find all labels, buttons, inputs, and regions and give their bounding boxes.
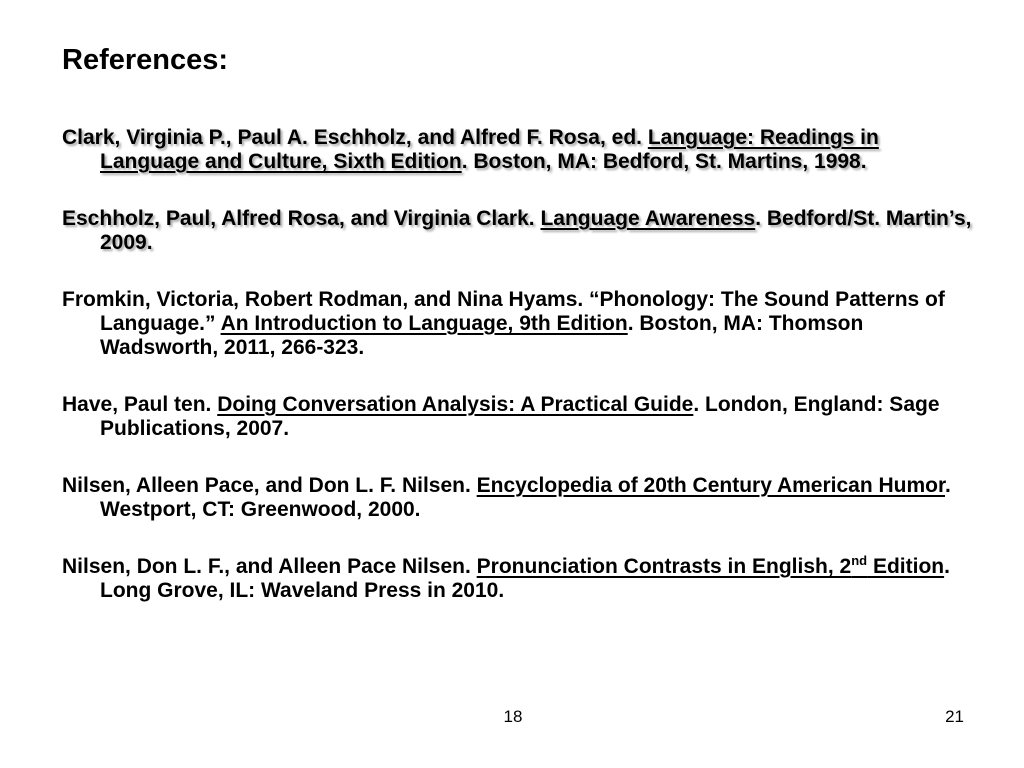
reference-publication: . Westport, CT: Greenwood, 2000. [100, 474, 951, 521]
reference-work-title: An Introduction to Language, 9th Edition [220, 312, 628, 335]
reference-list [62, 126, 972, 636]
reference-work-title: Doing Conversation Analysis: A Practical Guide [217, 393, 694, 416]
ordinal-suffix: nd [851, 553, 868, 568]
reference-authors: Fromkin, Victoria, Robert Rodman, and Nina Hyams. “Phonology: The Sound Patterns of Language.” [62, 288, 945, 335]
reference-item [62, 288, 972, 360]
reference-publication: . Boston, MA: Bedford, St. Martins, 1998. [461, 150, 867, 173]
reference-work-title: Encyclopedia of 20th Century American Humor [476, 474, 946, 497]
reference-item [62, 555, 972, 603]
page-title: References: [62, 44, 229, 76]
reference-item [62, 393, 972, 441]
reference-authors: Nilsen, Don L. F., and Alleen Pace Nilsen. [62, 555, 477, 578]
reference-publication: . London, England: Sage Publications, 2007. [100, 393, 940, 440]
reference-publication: . Boston, MA: Thomson Wadsworth, 2011, 266-323. [100, 312, 864, 359]
reference-item [62, 474, 972, 522]
reference-item [62, 207, 972, 255]
slide-number: 18 [503, 707, 523, 726]
reference-publication: . Bedford/St. Martin’s, 2009. [100, 207, 972, 254]
reference-authors: Eschholz, Paul, Alfred Rosa, and Virginia Clark. [62, 207, 541, 230]
reference-item [62, 126, 972, 174]
reference-work-title-main: Pronunciation Contrasts in English, 2 [476, 555, 852, 578]
reference-authors: Clark, Virginia P., Paul A. Eschholz, and Alfred F. Rosa, ed. [62, 126, 648, 149]
reference-work-title: Language: Readings in Language and Culture, Sixth Edition [100, 126, 879, 173]
page-number: 21 [945, 707, 964, 726]
reference-work-title-end: Edition [867, 555, 945, 578]
reference-authors: Nilsen, Alleen Pace, and Don L. F. Nilsen. [62, 474, 477, 497]
reference-work-title [477, 555, 944, 578]
reference-authors: Have, Paul ten. [62, 393, 218, 416]
reference-work-title: Language Awareness [540, 207, 756, 230]
reference-publication: . Long Grove, IL: Waveland Press in 2010. [100, 555, 950, 602]
